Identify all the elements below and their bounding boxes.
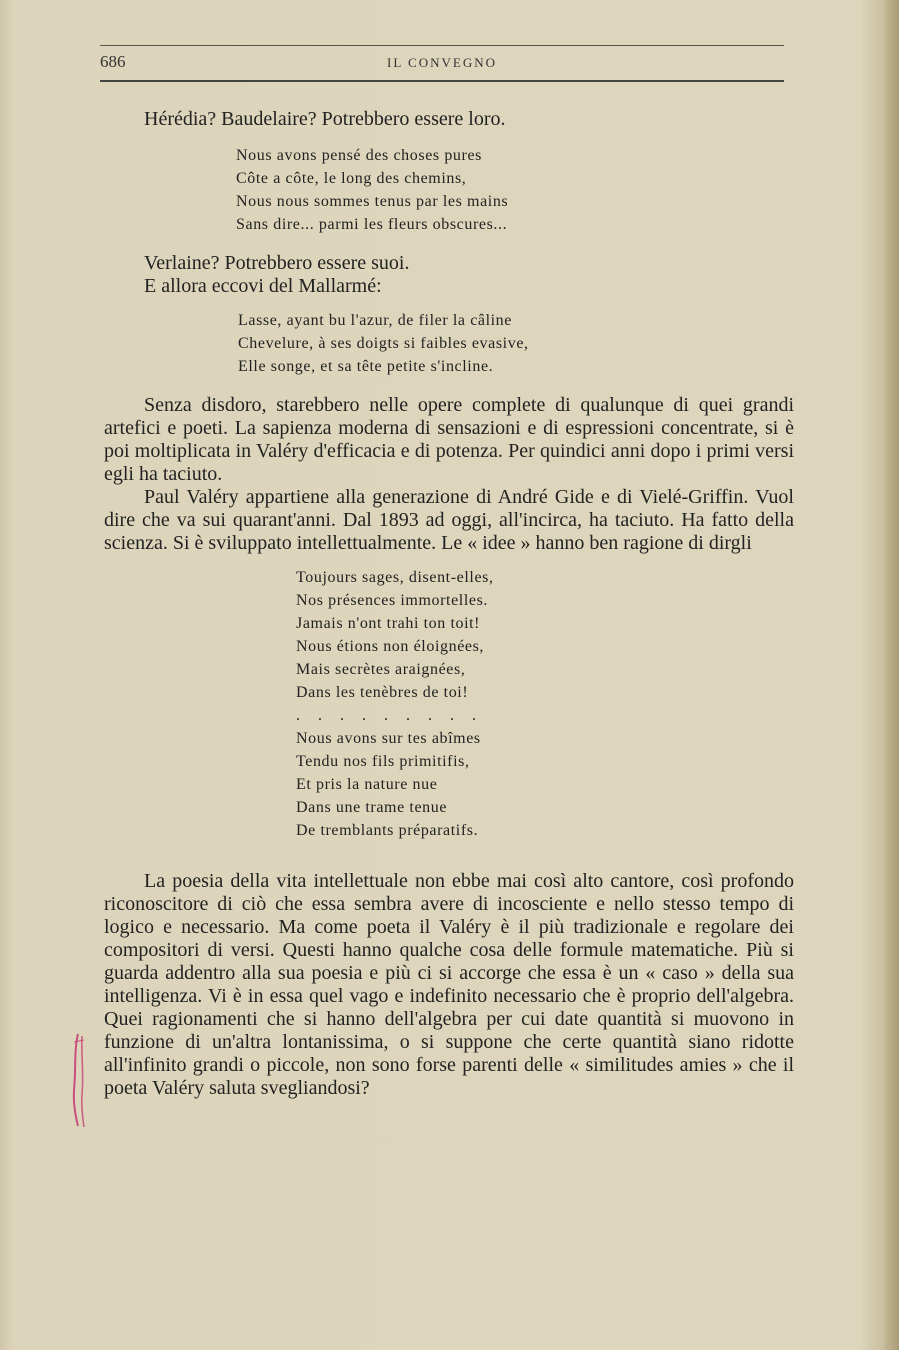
verse-stanza-verlaine: [236, 144, 794, 236]
page-edge: [885, 0, 899, 1350]
verse-line: Sans dire... parmi les fleurs obscures...: [236, 216, 508, 233]
paragraph: La poesia della vita intellettuale non ebbe mai così alto cantore, così profondo riconoscitore di ciò che essa sembra avere di incosciente e nello stesso tempo di logico e necessario. Ma come poeta il Valéry è il più tradizionale e regolare dei compositori di versi. Questi hanno qualche cosa delle formule matematiche. Più si guarda addentro alla sua poesia e più ci si accorge che essa è un « caso » della sua intelligenza. Vi è in essa quel vago e indefinito necessario che è proprio dell'algebra. Quei ragionamenti che si hanno dell'algebra per cui date quantità si muovono in funzione di un'altra lontanissima, o si suppone che certe quantità siano ridotte all'infinito grandi o piccole, non sono forse parenti delle « similitudes amies » che il poeta Valéry saluta svegliandosi?: [104, 870, 794, 1099]
verse-ellipsis: . . . . . . . . .: [296, 707, 483, 724]
verse-line: Nous nous sommes tenus par les mains: [236, 193, 509, 210]
page-body: [104, 108, 794, 1100]
verse-line: Elle songe, et sa tête petite s'incline.: [238, 358, 494, 375]
verse-line: Et pris la nature nue: [296, 776, 438, 793]
header-rule-top: [100, 45, 784, 46]
verse-line: Lasse, ayant bu l'azur, de filer la câline: [238, 312, 512, 329]
running-title: IL CONVEGNO: [387, 55, 497, 70]
paragraph: Senza disdoro, starebbero nelle opere complete di qualunque di quei grandi artefici e poeti. La sapienza moderna di sensazioni e di espressioni concentrate, si è poi moltiplicata in Valéry d'efficacia e di potenza. Per quindici anni dopo i primi versi egli ha taciuto.: [104, 394, 794, 485]
verlaine-line: Verlaine? Potrebbero essere suoi.: [144, 252, 410, 274]
verse-line: Tendu nos fils primitifis,: [296, 753, 470, 770]
margin-pencil-mark: [64, 1030, 94, 1130]
verse-line: Nous avons sur tes abîmes: [296, 730, 481, 747]
verse-stanza-mallarme: [238, 309, 794, 378]
running-header: [100, 52, 784, 74]
verse-line: Côte a côte, le long des chemins,: [236, 170, 467, 187]
verse-stanza-valery: [296, 566, 794, 842]
verse-line: Mais secrètes araignées,: [296, 661, 466, 678]
verse-line: Nous étions non éloignées,: [296, 638, 485, 655]
verse-line: Chevelure, à ses doigts si faibles evasive,: [238, 335, 529, 352]
verse-line: Toujours sages, disent-elles,: [296, 569, 494, 586]
intro-line: Hérédia? Baudelaire? Potrebbero essere loro.: [144, 108, 506, 130]
verse-line: Jamais n'ont trahi ton toit!: [296, 615, 481, 632]
verse-line: Dans une trame tenue: [296, 799, 448, 816]
verse-line: Nos présences immortelles.: [296, 592, 488, 609]
header-rule-bottom: [100, 80, 784, 82]
verse-line: Dans les tenèbres de toi!: [296, 684, 469, 701]
verse-line: Nous avons pensé des choses pures: [236, 147, 482, 164]
paragraph: Paul Valéry appartiene alla generazione di André Gide e di Vielé-Griffin. Vuol dire che va sui quarant'anni. Dal 1893 ad oggi, all'incirca, ha taciuto. Ha fatto della scienza. Si è sviluppato intellettualmente. Le « idee » hanno ben ragione di dirgli: [104, 486, 794, 554]
mallarme-line: E allora eccovi del Mallarmé:: [144, 275, 382, 297]
page-number: 686: [100, 52, 126, 71]
verse-line: De tremblants préparatifs.: [296, 822, 479, 839]
